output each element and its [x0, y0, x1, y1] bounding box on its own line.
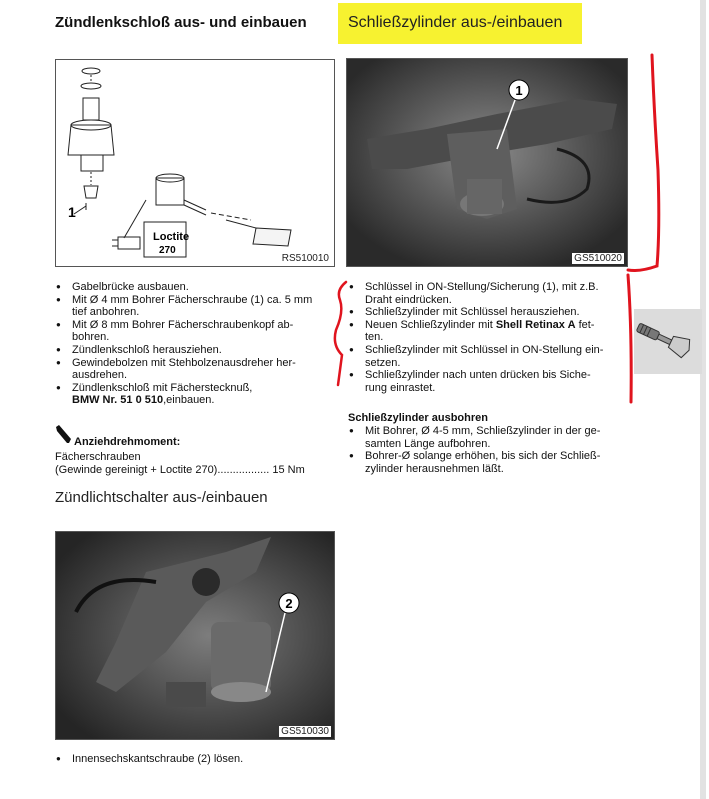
lock-cylinder-key-icon: [634, 309, 702, 374]
highlighted-title-text: Schließzylinder aus-/einbauen: [348, 14, 563, 31]
figure3-callout: 2: [285, 596, 293, 611]
list-item: ● Schließzylinder mit Schlüssel in ON-Stellung ein- setzen.: [348, 344, 633, 369]
highlighted-section-title: [338, 3, 582, 44]
list-item: ● Mit Bohrer, Ø 4-5 mm, Schließzylinder in der ge- samten Länge aufbohren.: [348, 425, 633, 450]
bore-heading: Schließzylinder ausbohren: [348, 412, 488, 424]
figure2-callout: 1: [515, 83, 523, 98]
torque-heading: Anziehdrehmoment:: [74, 436, 181, 448]
list-item: ● Zündlenkschloß mit Fächerstecknuß, BMW Nr. 51 0 510,einbauen.: [55, 382, 340, 407]
torque-detail: (Gewinde gereinigt + Loctite 270)................. 15 Nm: [55, 464, 305, 476]
section-title-ignition-switch: Zündlichtschalter aus-/einbauen: [55, 489, 268, 506]
page-title: Zündlenkschloß aus- und einbauen: [55, 14, 307, 31]
list-item: ● Zündlenkschloß herausziehen.: [55, 344, 340, 357]
list-item: ● Neuen Schließzylinder mit Shell Retinax A fet- ten.: [348, 319, 633, 344]
bore-steps-list: [348, 425, 633, 475]
figure-ignition-lock-drawing: [55, 59, 335, 267]
list-item: ● Gewindebolzen mit Stehbolzenausdreher her- ausdrehen.: [55, 357, 340, 382]
list-item: ● Mit Ø 8 mm Bohrer Fächerschraubenkopf ab- bohren.: [55, 319, 340, 344]
lubricant-name: Shell Retinax A: [495, 318, 576, 331]
removal-steps-list: [55, 281, 340, 407]
bottom-steps-list: [55, 753, 340, 766]
figure1-callout: 1: [68, 204, 76, 220]
list-item: ● Schließzylinder mit Schlüssel herausziehen.: [348, 306, 633, 319]
list-item: ● Gabelbrücke ausbauen.: [55, 281, 340, 294]
ignition-lock-drawing: [56, 60, 334, 266]
figure2-code: GS510020: [574, 253, 622, 264]
figure-ignition-switch-photo: [55, 531, 335, 740]
list-item: ● Schließzylinder nach unten drücken bis Siche- rung einrastet.: [348, 369, 633, 394]
red-annotation-marks: [330, 50, 670, 410]
ignition-switch-photo: [56, 532, 334, 739]
torque-wrench-icon: [55, 425, 73, 445]
torque-item: Fächerschrauben: [55, 451, 141, 463]
loctite-number: 270: [159, 245, 176, 256]
chapter-tab[interactable]: [634, 309, 702, 374]
figure1-code: RS510010: [281, 253, 329, 264]
list-item: ● Bohrer-Ø solange erhöhen, bis sich der Schließ- zylinder herausnehmen läßt.: [348, 450, 633, 475]
list-item: ● Mit Ø 4 mm Bohrer Fächerschraube (1) ca. 5 mm tief anbohren.: [55, 294, 340, 319]
page-edge-bar: [700, 0, 706, 799]
bmw-tool-number: BMW Nr. 51 0 510: [72, 394, 164, 407]
loctite-label: Loctite: [153, 231, 190, 243]
figure3-code: GS510030: [281, 726, 329, 737]
list-item: ● Innensechskantschraube (2) lösen.: [55, 753, 340, 766]
list-item: ● Schlüssel in ON-Stellung/Sicherung (1), mit z.B. Draht eindrücken.: [348, 281, 633, 306]
